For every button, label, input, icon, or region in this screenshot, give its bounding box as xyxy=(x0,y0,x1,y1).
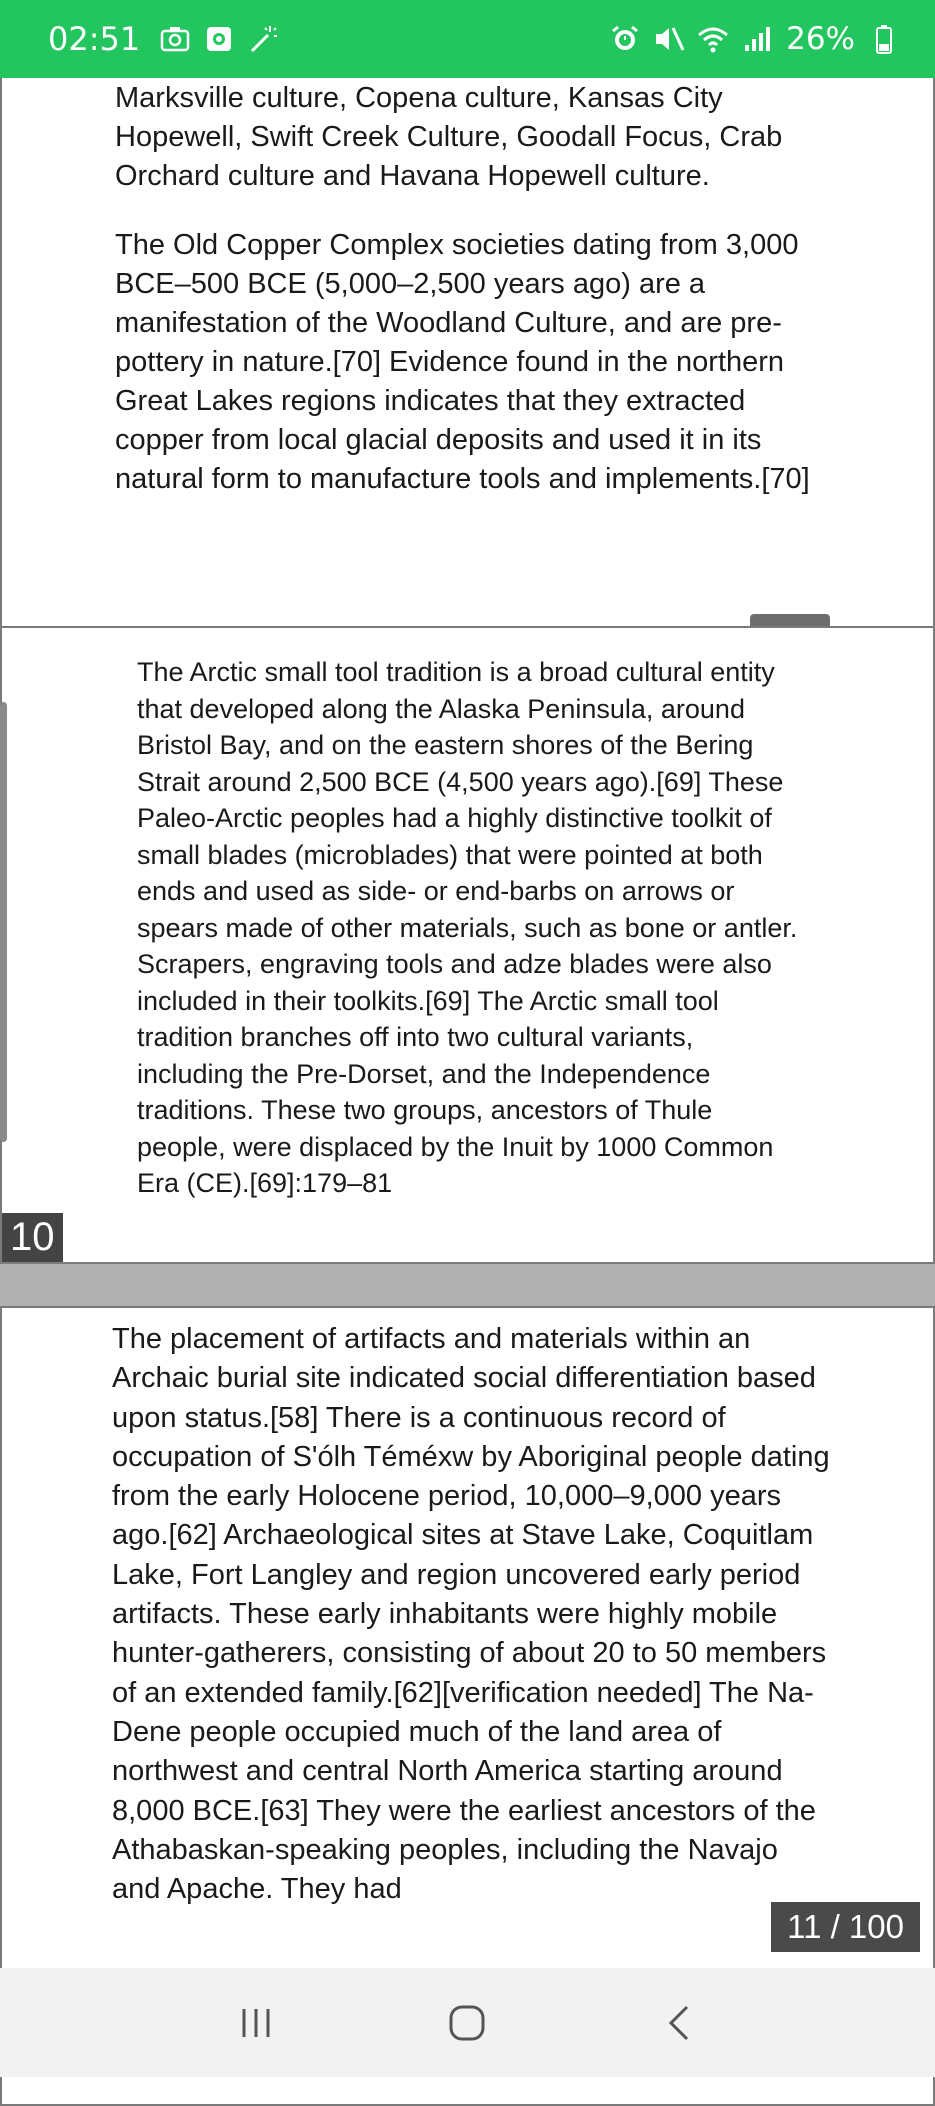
camera-icon xyxy=(160,24,190,54)
mute-icon xyxy=(654,24,684,54)
page-number-10: 10 xyxy=(2,1213,63,1262)
navigation-bar xyxy=(0,1968,935,2077)
recent-apps-icon xyxy=(238,2005,274,2041)
alarm-icon xyxy=(610,24,640,54)
page-10 xyxy=(0,626,935,1264)
page-counter: 11 / 100 xyxy=(771,1902,920,1952)
page-11-text xyxy=(112,1320,832,1939)
screen-record-icon xyxy=(204,24,234,54)
status-left xyxy=(48,20,278,58)
home-button[interactable] xyxy=(437,1993,497,2053)
magic-wand-icon xyxy=(248,24,278,54)
battery-percent: 26% xyxy=(786,21,855,57)
back-icon xyxy=(661,2003,697,2043)
status-bar xyxy=(0,0,935,78)
back-button[interactable] xyxy=(649,1993,709,2053)
page-9-paragraph-1: Marksville culture, Copena culture, Kansas City Hopewell, Swift Creek Culture, Goodall Focus, Crab Orchard culture and Havana Hopewell culture. xyxy=(115,82,783,192)
page-9-paragraph-2: The Old Copper Complex societies dating from 3,000 BCE–500 BCE (5,000–2,500 years ago) are a manifestation of the Woodland Culture, and are pre-pottery in nature.[70] Evidence found in the northern Great Lakes regions indicates that they extracted copper from local glacial deposits and used it in its natural form to manufacture tools and implements.[70] xyxy=(115,229,810,495)
battery-icon xyxy=(869,24,899,54)
scrollbar-thumb[interactable] xyxy=(0,702,7,1142)
status-right xyxy=(610,21,899,57)
page-9 xyxy=(0,0,935,686)
page-9-text xyxy=(115,40,835,529)
page-10-paragraph-1: The Arctic small tool tradition is a broad cultural entity that developed along the Alaska Peninsula, around Bristol Bay, and on the eastern shores of the Bering Strait around 2,500 BCE (4,500 years ago).[69] These Paleo-Arctic peoples had a highly distinctive toolkit of small blades (microblades) that were pointed at both ends and used as side- or end-barbs on arrows or spears made of other materials, such as bone or antler. Scrapers, engraving tools and adze blades were also included in their toolkits.[69] The Arctic small tool tradition branches off into two cultural variants, including the Pre-Dorset, and the Independence traditions. These two groups, ancestors of Thule people, were displaced by the Inuit by 1000 Common Era (CE).[69]:179–81 xyxy=(137,657,798,1198)
page-scroll-area[interactable] xyxy=(0,78,935,1968)
page-11-paragraph-1: The placement of artifacts and materials within an Archaic burial site indicated social differentiation based upon status.[58] There is a continuous record of occupation of S'ólh Téméxw by Aboriginal people dating from the early Holocene period, 10,000–9,000 years ago.[62] Archaeological sites at Stave Lake, Coquitlam Lake, Fort Langley and region uncovered early period artifacts. These early inhabitants were highly mobile hunter-gatherers, consisting of about 20 to 50 members of an extended family.[62][verification needed] The Na-Dene people occupied much of the land area of northwest and central North America starting around 8,000 BCE.[63] They were the earliest ancestors of the Athabaskan-speaking peoples, including the Navajo and Apache. They had xyxy=(112,1323,830,1906)
home-icon xyxy=(447,2003,487,2043)
wifi-icon xyxy=(698,24,728,54)
signal-icon xyxy=(742,24,772,54)
status-time: 02:51 xyxy=(48,20,141,58)
recent-apps-button[interactable] xyxy=(226,1993,286,2053)
page-10-text xyxy=(137,654,807,1232)
